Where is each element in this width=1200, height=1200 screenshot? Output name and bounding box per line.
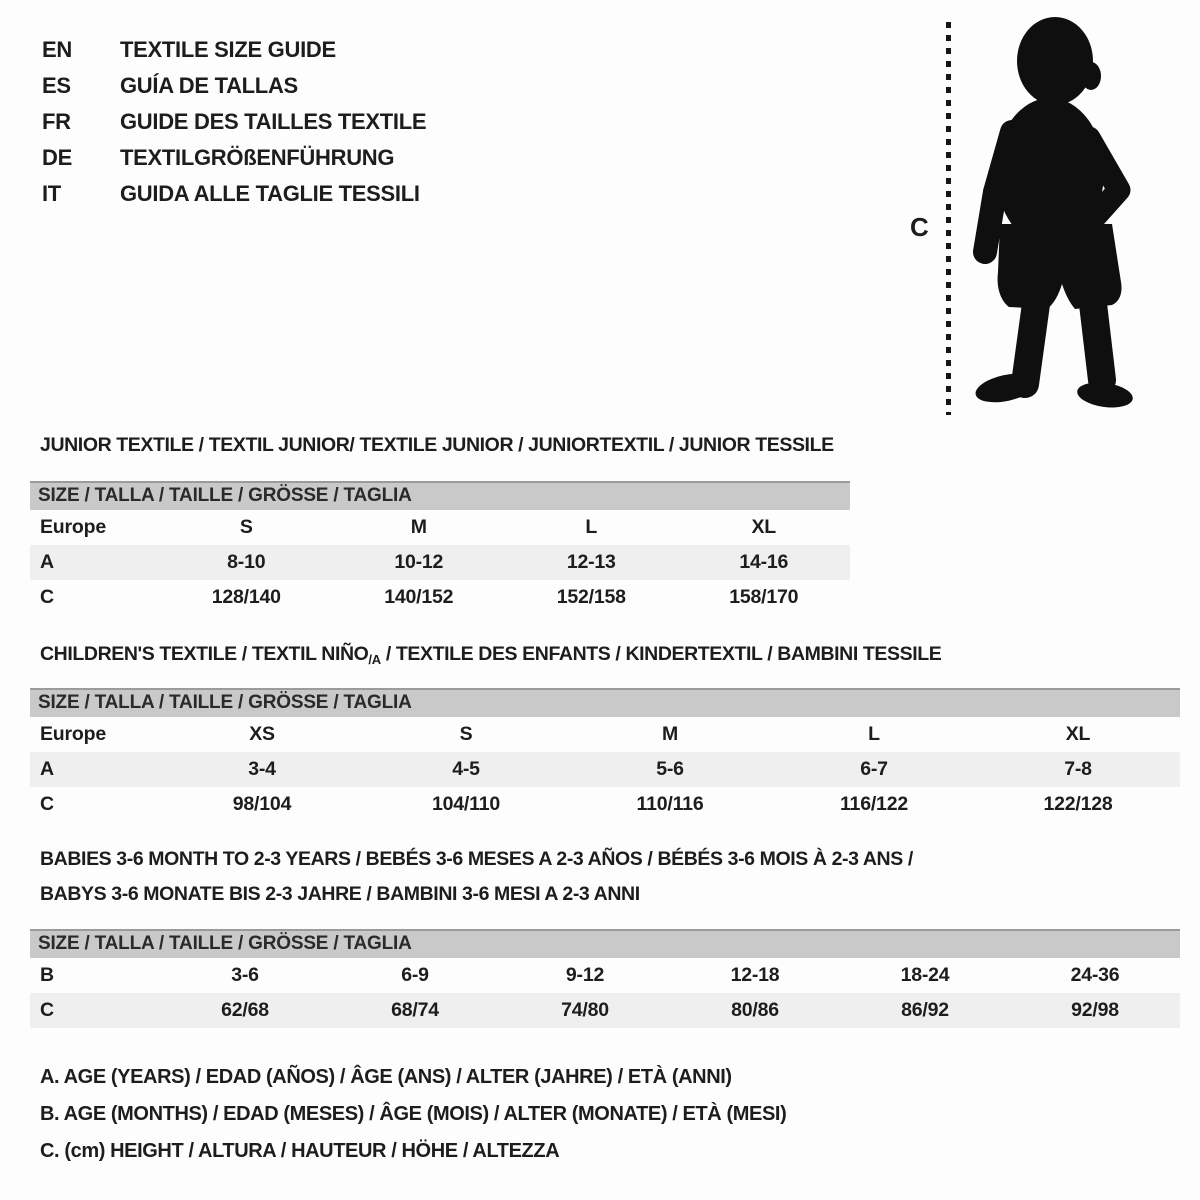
- table-cell: M: [410, 516, 427, 538]
- table-cell: L: [585, 516, 598, 538]
- children-size-header: SIZE / TALLA / TAILLE / GRÖSSE / TAGLIA: [30, 688, 1180, 717]
- table-cell: 4-5: [452, 758, 480, 780]
- table-cell: 3-4: [248, 758, 276, 780]
- row-label: Europe: [40, 723, 106, 745]
- language-label: GUIDE DES TAILLES TEXTILE: [120, 109, 427, 134]
- table-row: [30, 717, 1180, 752]
- legend: [40, 1066, 786, 1177]
- row-label: C: [40, 793, 54, 815]
- children-title-post: / TEXTILE DES ENFANTS / KINDERTEXTIL / BAMBINI TESSILE: [380, 643, 942, 665]
- table-cell: 128/140: [211, 586, 281, 608]
- language-row-en: [42, 32, 426, 68]
- babies-section-title-line1: BABIES 3-6 MONTH TO 2-3 YEARS / BEBÉS 3-6 MESES A 2-3 AÑOS / BÉBÉS 3-6 MOIS À 2-3 ANS /: [40, 848, 913, 870]
- language-code: EN: [42, 37, 72, 62]
- language-code: ES: [42, 73, 71, 98]
- table-cell: S: [459, 723, 473, 745]
- row-label: A: [40, 758, 54, 780]
- table-cell: 5-6: [656, 758, 684, 780]
- table-cell: 110/116: [636, 793, 704, 815]
- table-cell: XS: [249, 723, 275, 745]
- language-row-it: [42, 176, 426, 212]
- table-cell: M: [661, 723, 679, 745]
- row-label: C: [40, 999, 54, 1021]
- table-row: [30, 787, 1180, 822]
- language-row-fr: [42, 104, 426, 140]
- language-label: TEXTILE SIZE GUIDE: [120, 37, 336, 62]
- children-title-sub: /A: [368, 652, 381, 667]
- table-cell: 104/110: [431, 793, 500, 815]
- table-row: [30, 958, 1180, 993]
- table-cell: 92/98: [1071, 999, 1119, 1021]
- table-cell: L: [868, 723, 880, 745]
- babies-section-title-line2: BABYS 3-6 MONATE BIS 2-3 JAHRE / BAMBINI 3-6 MESI A 2-3 ANNI: [40, 883, 640, 905]
- table-row: [30, 752, 1180, 787]
- table-row: [30, 510, 850, 545]
- toddler-silhouette-icon: [962, 14, 1140, 416]
- language-label: GUIDA ALLE TAGLIE TESSILI: [120, 181, 420, 206]
- table-cell: 24-36: [1070, 964, 1120, 986]
- table-row: [30, 993, 1180, 1028]
- table-cell: XL: [751, 516, 777, 538]
- junior-size-header: SIZE / TALLA / TAILLE / GRÖSSE / TAGLIA: [30, 481, 850, 510]
- table-cell: 80/86: [731, 999, 779, 1021]
- table-cell: 12-18: [730, 964, 780, 986]
- legend-line-b: B. AGE (MONTHS) / EDAD (MESES) / ÂGE (MOIS) / ALTER (MONATE) / ETÀ (MESI): [40, 1103, 787, 1125]
- table-cell: 140/152: [384, 586, 454, 608]
- table-cell: 6-7: [860, 758, 888, 780]
- table-cell: 12-13: [566, 551, 616, 573]
- table-cell: 68/74: [391, 999, 439, 1021]
- legend-line-c: C. (cm) HEIGHT / ALTURA / HAUTEUR / HÖHE / ALTEZZA: [40, 1140, 560, 1162]
- table-cell: 9-12: [565, 964, 605, 986]
- table-cell: XL: [1065, 723, 1091, 745]
- table-cell: S: [239, 516, 253, 538]
- junior-section-title: JUNIOR TEXTILE / TEXTIL JUNIOR/ TEXTILE JUNIOR / JUNIORTEXTIL / JUNIOR TESSILE: [40, 434, 834, 456]
- table-row: [30, 545, 850, 580]
- height-measure-line: [946, 22, 951, 415]
- children-section-title: [40, 643, 941, 667]
- table-cell: 158/170: [729, 586, 799, 608]
- table-cell: 10-12: [394, 551, 444, 573]
- language-label: GUÍA DE TALLAS: [120, 73, 298, 98]
- table-row: [30, 580, 850, 615]
- row-label: B: [40, 964, 54, 986]
- language-label: TEXTILGRÖßENFÜHRUNG: [120, 145, 395, 170]
- table-cell: 122/128: [1043, 793, 1113, 815]
- table-cell: 116/122: [839, 793, 908, 815]
- table-cell: 74/80: [561, 999, 609, 1021]
- table-cell: 8-10: [227, 551, 266, 573]
- height-measure-label: C: [910, 212, 929, 242]
- table-cell: 152/158: [556, 586, 626, 608]
- table-cell: 18-24: [900, 964, 950, 986]
- language-code: IT: [42, 181, 61, 206]
- row-label: C: [40, 586, 54, 608]
- language-list: [42, 32, 426, 212]
- table-cell: 86/92: [901, 999, 949, 1021]
- table-cell: 98/104: [232, 793, 292, 815]
- row-label: A: [40, 551, 54, 573]
- legend-line-a: A. AGE (YEARS) / EDAD (AÑOS) / ÂGE (ANS) / ALTER (JAHRE) / ETÀ (ANNI): [40, 1066, 732, 1088]
- table-cell: 6-9: [401, 964, 429, 986]
- table-cell: 62/68: [221, 999, 269, 1021]
- children-title-pre: CHILDREN'S TEXTILE / TEXTIL NIÑO: [40, 643, 369, 665]
- language-row-es: [42, 68, 426, 104]
- table-cell: 7-8: [1064, 758, 1092, 780]
- babies-size-header: SIZE / TALLA / TAILLE / GRÖSSE / TAGLIA: [30, 929, 1180, 958]
- row-label: Europe: [40, 516, 106, 538]
- language-code: DE: [42, 145, 72, 170]
- language-row-de: [42, 140, 426, 176]
- table-cell: 3-6: [231, 964, 259, 986]
- language-code: FR: [42, 109, 71, 134]
- table-cell: 14-16: [739, 551, 789, 573]
